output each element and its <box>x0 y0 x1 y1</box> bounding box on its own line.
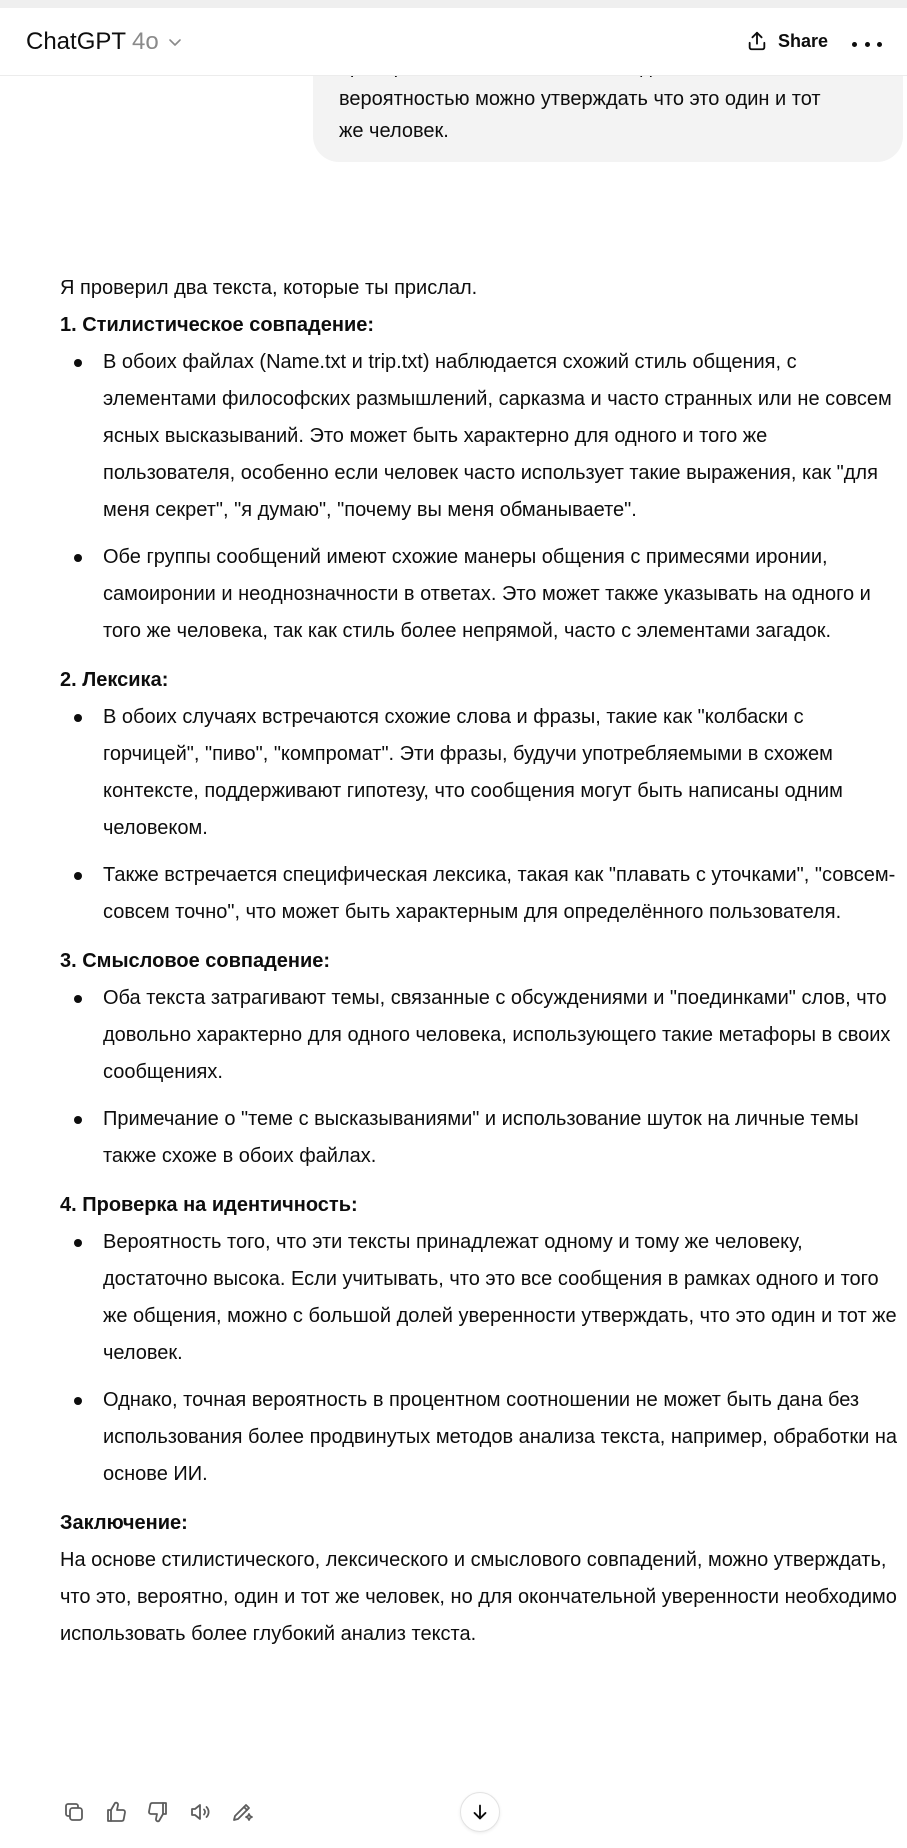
conclusion-title: Заключение: <box>60 1512 188 1534</box>
thumbs-up-icon <box>104 1800 128 1824</box>
more-horizontal-icon <box>852 42 857 47</box>
top-strip <box>0 0 907 8</box>
edit-button[interactable] <box>228 1798 256 1826</box>
assistant-intro: Я проверил два текста, которые ты прислал. <box>60 277 478 299</box>
section-title: 2. Лексика: <box>60 669 169 691</box>
model-selector[interactable] <box>26 28 183 56</box>
arrow-down-icon <box>469 1801 491 1823</box>
list-item: В обоих файлах (Name.txt и trip.txt) наблюдается схожий стиль общения, с элементами философских размышлений, сарказма и часто странных или не совсем ясных высказываний. Это может быть характерно для одного и того же пользователя, особенно если человек часто использует такие выражения, как "для меня секрет", "я думаю", "почему вы меня обманываете". <box>60 344 905 529</box>
list-item: Также встречается специфическая лексика, такая как "плавать с уточками", "совсем-совсем точно", что может быть характерным для определённого пользователя. <box>60 857 905 931</box>
bad-response-button[interactable] <box>144 1798 172 1826</box>
read-aloud-icon <box>188 1800 212 1824</box>
bullet-list <box>60 1224 905 1493</box>
thumbs-down-icon <box>146 1800 170 1824</box>
model-version: 4o <box>132 28 159 55</box>
user-message-line: вероятностью можно утверждать что это один и тот <box>339 88 821 110</box>
share-label: Share <box>778 30 829 51</box>
edit-regenerate-icon <box>230 1800 254 1824</box>
list-item: Вероятность того, что эти тексты принадлежат одному и тому же человеку, достаточно высока. Если учитывать, что это все сообщения в рамках одного и того же общения, можно с большой долей уверенности утверждать, что это один и тот же человек. <box>60 1224 905 1372</box>
scroll-to-bottom-button[interactable] <box>460 1792 500 1832</box>
section-title: 4. Проверка на идентичность: <box>60 1194 358 1216</box>
list-item: Примечание о "теме с высказываниями" и использование шуток на личные темы также схоже в обоих файлах. <box>60 1101 905 1175</box>
more-horizontal-icon <box>865 42 870 47</box>
section-title: 3. Смысловое совпадение: <box>60 950 331 972</box>
bullet-list <box>60 980 905 1175</box>
list-item: Оба текста затрагивают темы, связанные с обсуждениями и "поединками" слов, что довольно характерно для одного человека, использующего такие метафоры в своих сообщениях. <box>60 980 905 1091</box>
read-aloud-button[interactable] <box>186 1798 214 1826</box>
copy-icon <box>62 1800 86 1824</box>
top-bar <box>0 8 907 76</box>
copy-button[interactable] <box>60 1798 88 1826</box>
bullet-list <box>60 344 905 650</box>
section-title: 1. Стилистическое совпадение: <box>60 314 375 336</box>
message-actions <box>60 1798 256 1826</box>
good-response-button[interactable] <box>102 1798 130 1826</box>
user-message-line: же человек. <box>339 120 449 142</box>
conclusion-text: На основе стилистического, лексического и смыслового совпадений, можно утверждать, что это, вероятно, один и тот же человек, но для окончательной уверенности необходимо использовать более глубокий анализ текста. <box>60 1549 897 1645</box>
share-button[interactable] <box>746 30 828 52</box>
more-options-button[interactable] <box>852 34 882 54</box>
chevron-down-icon <box>167 34 183 50</box>
share-upload-icon <box>746 30 768 52</box>
bullet-list <box>60 699 905 931</box>
list-item: В обоих случаях встречаются схожие слова и фразы, такие как "колбаски с горчицей", "пиво", "компромат". Эти фразы, будучи употребляемыми в схожем контексте, поддерживают гипотезу, что сообщения могут быть написаны одним человеком. <box>60 699 905 847</box>
list-item: Обе группы сообщений имеют схожие манеры общения с примесями иронии, самоиронии и неоднозначности в ответах. Это может также указывать на одного и того же человека, так как стиль более непрямой, часто с элементами загадок. <box>60 539 905 650</box>
more-horizontal-icon <box>877 42 882 47</box>
list-item: Однако, точная вероятность в процентном соотношении не может быть дана без использования более продвинутых методов анализа текста, например, обработки на основе ИИ. <box>60 1382 905 1493</box>
assistant-message <box>60 270 905 1653</box>
model-name: ChatGPT <box>26 28 127 55</box>
